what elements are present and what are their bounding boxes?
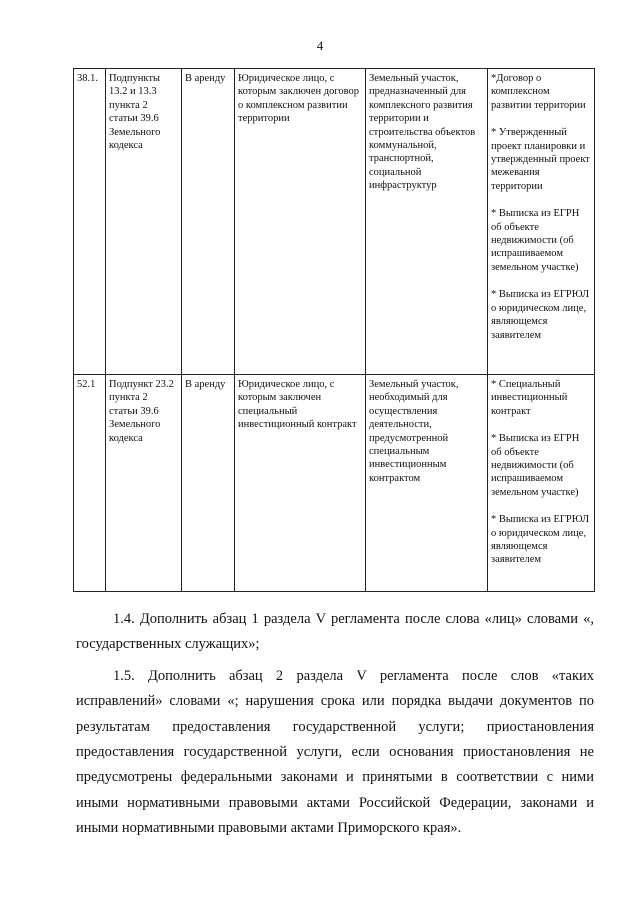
right-type: В аренду (182, 375, 235, 592)
legal-basis: Подпункт 23.2 пункта 2 статьи 39.6 Земельного кодекса (106, 375, 182, 592)
document-item: * Выписка из ЕГРЮЛ о юридическом лице, являющемся заявителем (491, 514, 590, 566)
amendment-paragraph: 1.4. Дополнить абзац 1 раздела V регламента после слова «лиц» словами «, государственных служащих»; (76, 611, 594, 653)
table-row (74, 375, 595, 592)
right-type: В аренду (182, 69, 235, 375)
document-item: *Договор о комплексном развитии территории (491, 73, 586, 111)
legal-basis: Подпункты 13.2 и 13.3 пункта 2 статьи 39.6 Земельного кодекса (106, 69, 182, 375)
services-table (73, 68, 595, 592)
land-plot-description: Земельный участок, предназначенный для комплексного развития территории и строительства объектов коммунальной, транспортной, социальной инфраструктур (366, 69, 488, 375)
applicant-category: Юридическое лицо, с которым заключен договор о комплексном развитии территории (235, 69, 366, 375)
page-number: 4 (316, 38, 324, 53)
document-item: * Выписка из ЕГРЮЛ о юридическом лице, являющемся заявителем (491, 289, 590, 341)
amendment-paragraphs (76, 607, 594, 848)
applicant-category: Юридическое лицо, с которым заключен специальный инвестиционный контракт (235, 375, 366, 592)
amendment-paragraph: 1.5. Дополнить абзац 2 раздела V регламента после слов «таких исправлений» словами «; нарушения срока или порядка выдачи документов по результатам предоставления государственной услуги; приостановления предоставления государственной услуги, если основания приостановления не предусмотрены федеральными законами и принятыми в соответствии с ними иными нормативными правовыми актами Российской Федерации, законами и иными нормативными правовыми актами Приморского края». (76, 667, 594, 837)
document-item: * Утвержденный проект планировки и утвержденный проект межевания территории (491, 127, 590, 192)
document-item: * Выписка из ЕГРН об объекте недвижимости (об испрашиваемом земельном участке) (491, 208, 580, 273)
document-item: * Специальный инвестиционный контракт (491, 379, 568, 417)
table-row (74, 69, 595, 375)
row-number: 38.1. (74, 69, 106, 375)
row-number: 52.1 (74, 375, 106, 592)
required-documents (488, 375, 595, 592)
document-item: * Выписка из ЕГРН об объекте недвижимости (об испрашиваемом земельном участке) (491, 433, 580, 498)
land-plot-description: Земельный участок, необходимый для осуществления деятельности, предусмотренной специальным инвестиционным контрактом (366, 375, 488, 592)
required-documents (488, 69, 595, 375)
